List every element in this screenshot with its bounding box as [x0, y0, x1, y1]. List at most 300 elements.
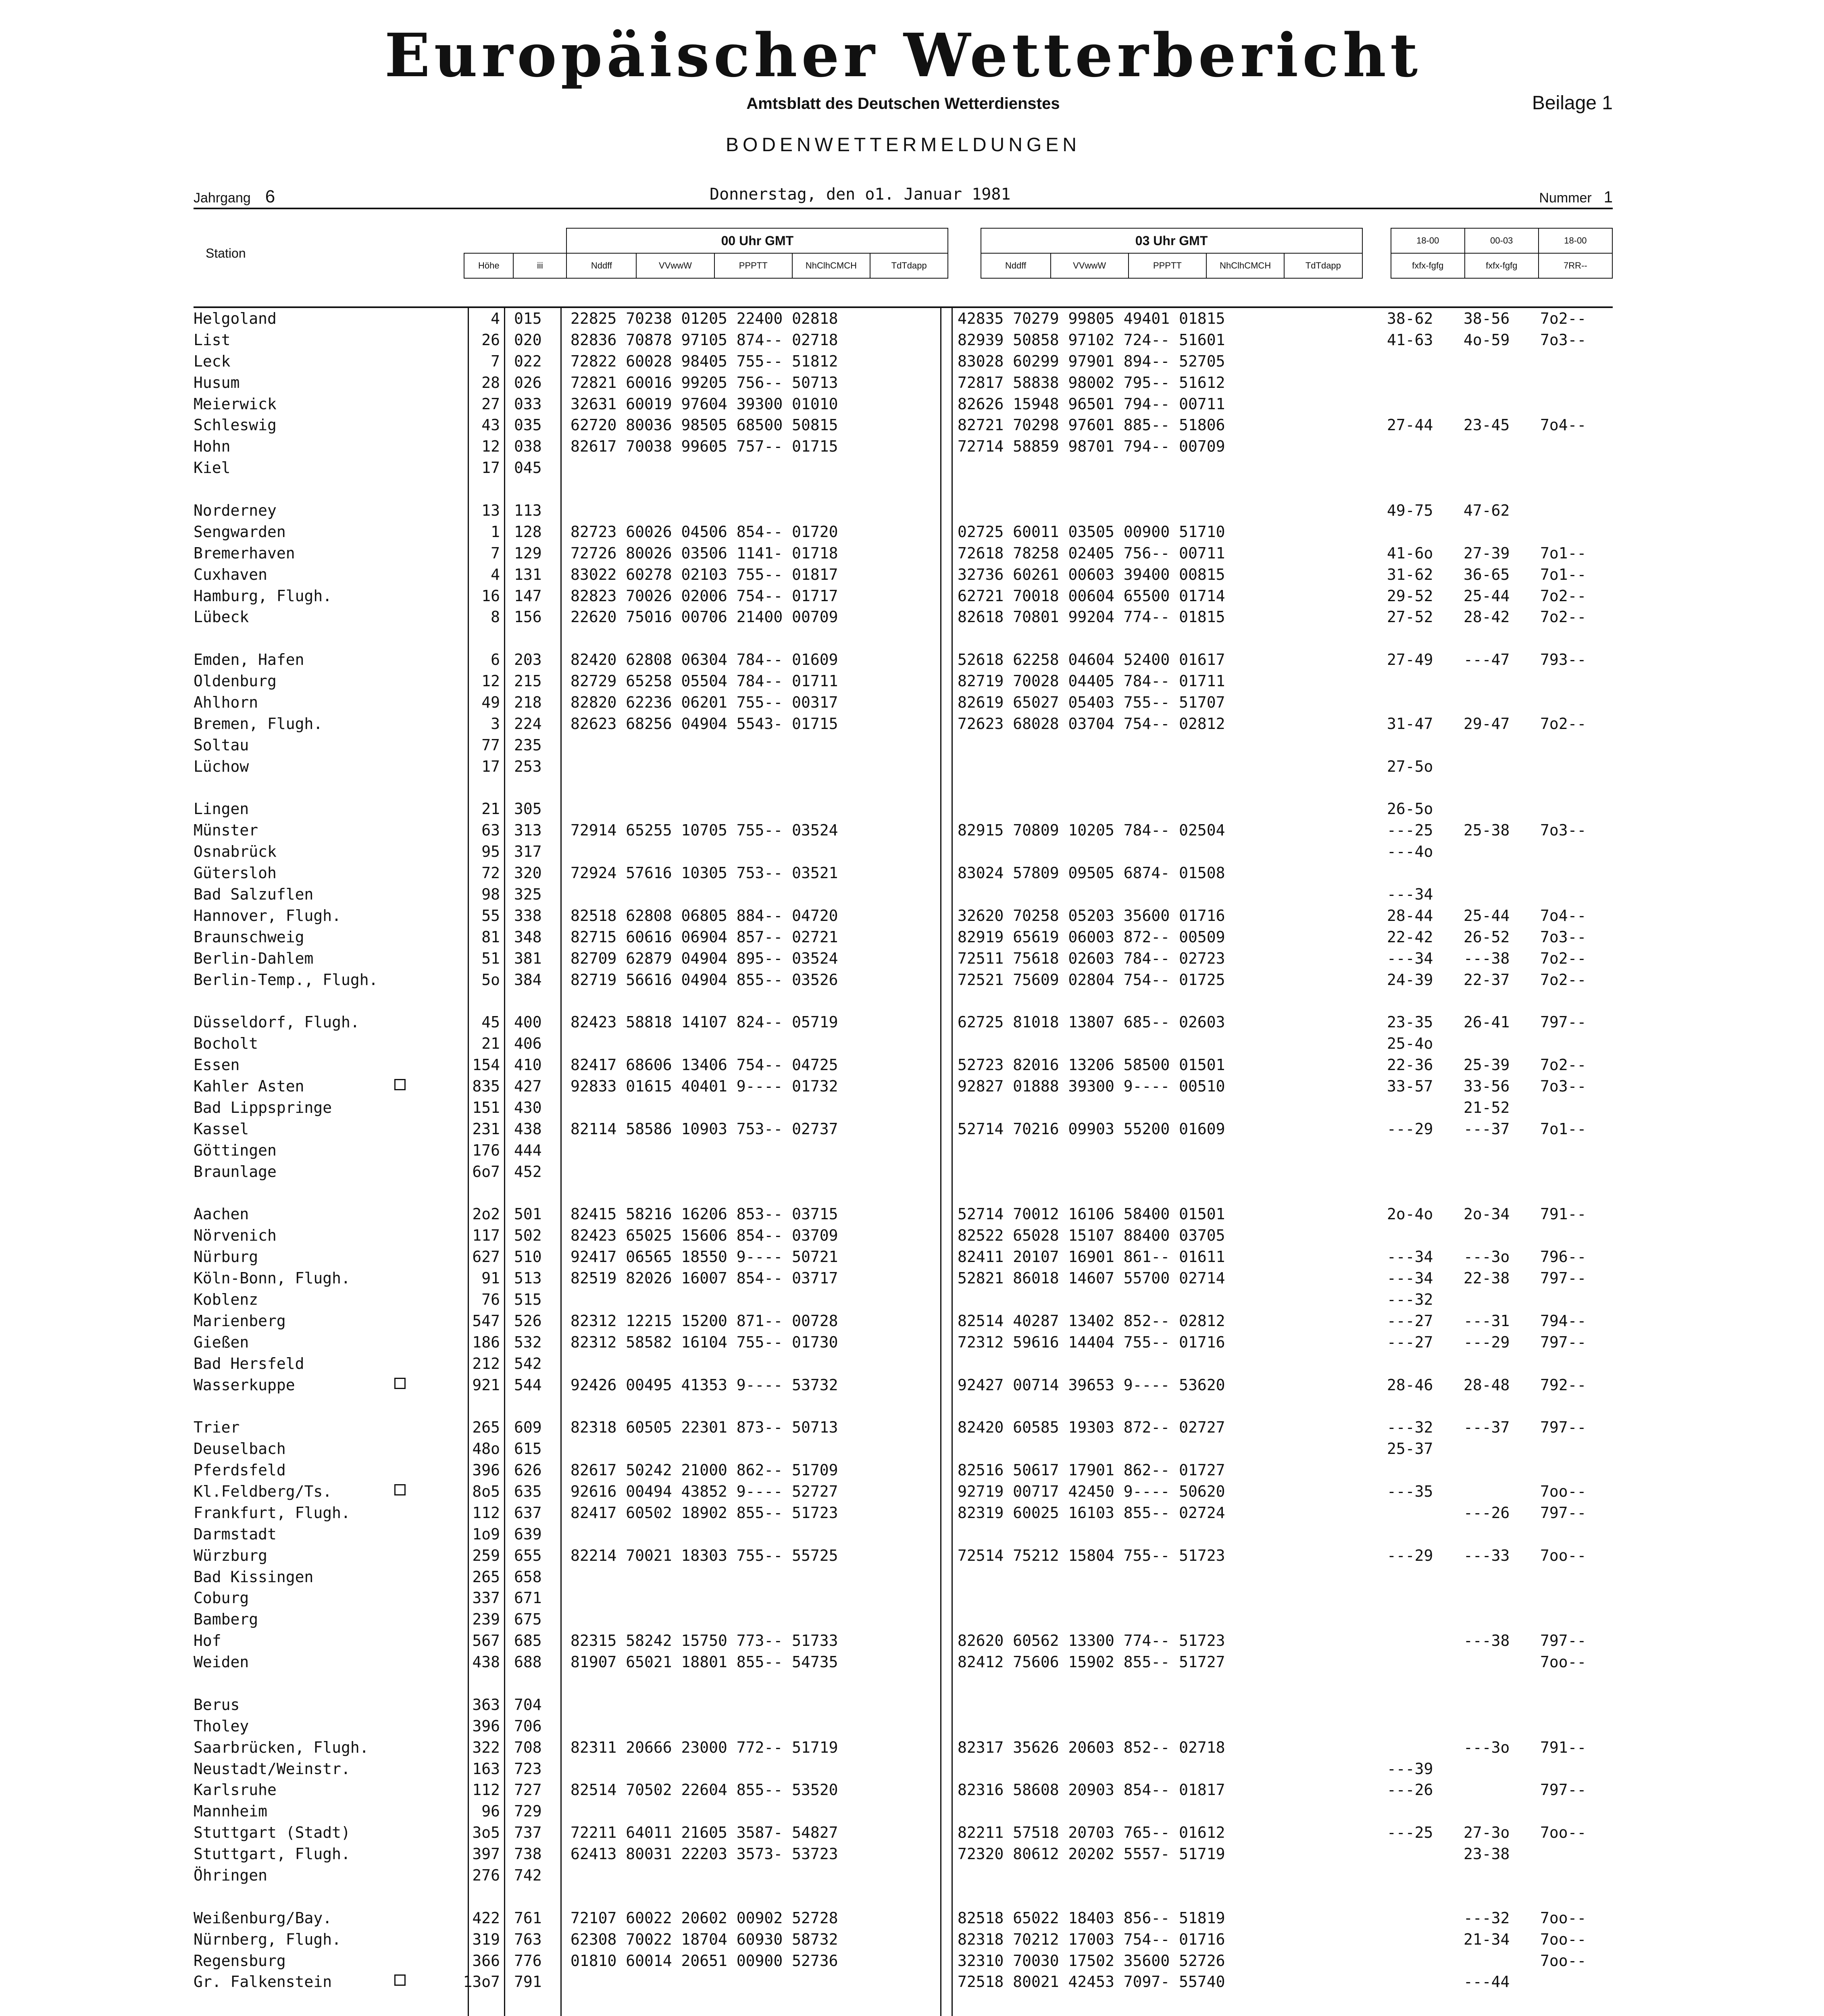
station-height: 63 [481, 821, 500, 839]
table-row [194, 1694, 1613, 1716]
station-name: Cuxhaven [194, 565, 268, 583]
obs-03-utc: 92719 00717 42450 9---- 50620 [958, 1482, 1225, 1500]
e3-bottom-header: 7RR-- [1539, 253, 1612, 278]
gust-18-00: ---32 [1387, 1290, 1433, 1308]
station-number: 015 [514, 310, 542, 327]
table-row [194, 351, 1613, 372]
gust-00-03: ---37 [1464, 1418, 1510, 1437]
station-height: 265 [472, 1568, 500, 1586]
square-icon [394, 1079, 406, 1090]
obs-03-utc: 82620 60562 13300 774-- 51723 [958, 1632, 1225, 1650]
obs-00-utc: 83022 60278 02103 755-- 01817 [571, 565, 838, 583]
station-number: 438 [514, 1120, 542, 1138]
station-number: 038 [514, 437, 542, 456]
station-name: Düsseldorf, Flugh. [194, 1013, 360, 1031]
station-number: 253 [514, 757, 542, 775]
gust-18-00: 23-35 [1387, 1013, 1433, 1031]
station-number: 526 [514, 1312, 542, 1330]
obs-00-utc: 82729 65258 05504 784-- 01711 [571, 672, 838, 690]
table-row [194, 1097, 1613, 1118]
gust-00-03: ---3o [1464, 1738, 1510, 1756]
obs-00-utc: 82514 70502 22604 855-- 53520 [571, 1781, 838, 1799]
station-height: 1 [491, 523, 500, 541]
gust-00-03: 22-38 [1464, 1269, 1510, 1287]
gust-18-00: 41-63 [1387, 331, 1433, 349]
precip-18-00: 797-- [1540, 1781, 1587, 1799]
station-number: 452 [514, 1162, 542, 1181]
obs-00-utc: 62413 80031 22203 3573- 53723 [571, 1845, 838, 1863]
station-height: 363 [472, 1695, 500, 1714]
station-number: 609 [514, 1418, 542, 1437]
table-row [194, 884, 1613, 905]
table-row [194, 1929, 1613, 1950]
station-number: 384 [514, 971, 542, 989]
sub-header: Nddff [981, 253, 1051, 278]
station-name: Kassel [194, 1120, 249, 1138]
station-number: 729 [514, 1802, 542, 1820]
gust-00-03: 4o-59 [1464, 331, 1510, 349]
station-number: 639 [514, 1525, 542, 1543]
station-name: Weiden [194, 1653, 249, 1671]
station-height: 1o9 [472, 1525, 500, 1543]
station-height: 231 [472, 1120, 500, 1138]
obs-03-utc: 32736 60261 00603 39400 00815 [958, 565, 1225, 583]
station-name: Pferdsfeld [194, 1461, 286, 1479]
station-number: 444 [514, 1141, 542, 1159]
observations-table [194, 306, 1613, 2016]
jahrgang-label: Jahrgang [194, 190, 251, 206]
obs-03-utc: 72511 75618 02603 784-- 02723 [958, 949, 1225, 967]
gust-00-03: 23-45 [1464, 416, 1510, 434]
station-number: 738 [514, 1845, 542, 1863]
station-number: 671 [514, 1589, 542, 1607]
table-row [194, 1054, 1613, 1076]
obs-03-utc: 72320 80612 20202 5557- 51719 [958, 1845, 1225, 1863]
station-name: List [194, 331, 231, 349]
gust-18-00: ---34 [1387, 1269, 1433, 1287]
obs-00-utc: 82417 68606 13406 754-- 04725 [571, 1056, 838, 1074]
table-row [194, 948, 1613, 969]
e2-top-header: 00-03 [1465, 228, 1539, 253]
station-name: Hohn [194, 437, 231, 456]
group-spacer [194, 1993, 1613, 2014]
table-row [194, 1225, 1613, 1246]
obs-00-utc: 72211 64011 21605 3587- 54827 [571, 1824, 838, 1842]
gust-18-00: 31-62 [1387, 565, 1433, 583]
gust-00-03: ---38 [1464, 1632, 1510, 1650]
sub-header: PPPTT [714, 253, 792, 278]
station-height: 17 [481, 459, 500, 477]
station-name: Mannheim [194, 1802, 268, 1820]
obs-00-utc: 82114 58586 10903 753-- 02737 [571, 1120, 838, 1138]
station-number: 129 [514, 544, 542, 562]
station-name: Kl.Feldberg/Ts. [194, 1482, 332, 1500]
table-row [194, 1545, 1613, 1566]
table-row [194, 457, 1613, 479]
station-height: 422 [472, 1909, 500, 1927]
station-height: 91 [481, 1269, 500, 1287]
station-height: 212 [472, 1354, 500, 1372]
gust-00-03: 27-39 [1464, 544, 1510, 562]
station-number: 325 [514, 885, 542, 904]
obs-03-utc: 83028 60299 97901 894-- 52705 [958, 352, 1225, 370]
obs-03-utc: 82919 65619 06003 872-- 00509 [958, 928, 1225, 946]
obs-03-utc: 82316 58608 20903 854-- 01817 [958, 1781, 1225, 1799]
gust-00-03: 26-41 [1464, 1013, 1510, 1031]
station-height: 112 [472, 1781, 500, 1799]
e2-bottom-header: fxfx-fgfg [1465, 253, 1539, 278]
station-height: 112 [472, 1504, 500, 1522]
gust-00-03: ---33 [1464, 1546, 1510, 1564]
obs-03-utc: 82721 70298 97601 885-- 51806 [958, 416, 1225, 434]
obs-03-utc: 32620 70258 05203 35600 01716 [958, 906, 1225, 925]
gust-00-03: 38-56 [1464, 310, 1510, 327]
precip-18-00: 7oo-- [1540, 1653, 1587, 1671]
obs-03-utc: 92427 00714 39653 9---- 53620 [958, 1376, 1225, 1394]
group-spacer [194, 628, 1613, 649]
table-row [194, 1822, 1613, 1843]
obs-03-utc: 52714 70012 16106 58400 01501 [958, 1205, 1225, 1223]
station-height: 921 [472, 1376, 500, 1394]
station-height: 98 [481, 885, 500, 904]
station-number: 430 [514, 1098, 542, 1116]
obs-00-utc: 82420 62808 06304 784-- 01609 [571, 651, 838, 669]
gust-00-03: 25-38 [1464, 821, 1510, 839]
station-name: Tholey [194, 1717, 249, 1735]
precip-18-00: 793-- [1540, 651, 1587, 669]
table-row [194, 1630, 1613, 1652]
station-name: Deuselbach [194, 1440, 286, 1458]
obs-03-utc: 72514 75212 15804 755-- 51723 [958, 1546, 1225, 1564]
precip-18-00: 7oo-- [1540, 1824, 1587, 1842]
station-height: 96 [481, 1802, 500, 1820]
obs-03-utc: 82318 70212 17003 754-- 01716 [958, 1930, 1225, 1948]
station-number: 033 [514, 395, 542, 413]
precip-18-00: 791-- [1540, 1205, 1587, 1223]
station-name: Bad Kissingen [194, 1568, 314, 1586]
page-title: Europäischer Wetterbericht [384, 20, 1422, 90]
precip-18-00: 7o2-- [1540, 587, 1587, 605]
station-name: Weißenburg/Bay. [194, 1909, 332, 1927]
station-number: 515 [514, 1290, 542, 1308]
station-height: 438 [472, 1653, 500, 1671]
station-name: Aachen [194, 1205, 249, 1223]
station-height: 77 [481, 736, 500, 754]
gust-18-00: ---27 [1387, 1333, 1433, 1351]
station-number: 235 [514, 736, 542, 754]
gust-18-00: 27-44 [1387, 416, 1433, 434]
gust-18-00: 41-6o [1387, 544, 1433, 562]
station-number: 685 [514, 1632, 542, 1650]
station-number: 045 [514, 459, 542, 477]
station-name: Husum [194, 373, 240, 392]
precip-18-00: 7o1-- [1540, 1120, 1587, 1138]
station-name: Sengwarden [194, 523, 286, 541]
table-row [194, 1375, 1613, 1396]
obs-00-utc: 72914 65255 10705 755-- 03524 [571, 821, 838, 839]
table-row [194, 1033, 1613, 1054]
obs-00-utc: 92833 01615 40401 9---- 01732 [571, 1077, 838, 1095]
table-row [194, 1332, 1613, 1353]
table-row [194, 969, 1613, 991]
obs-00-utc: 82709 62879 04904 895-- 03524 [571, 949, 838, 967]
page-subtitle: Amtsblatt des Deutschen Wetterdienstes [746, 95, 1060, 112]
station-number: 761 [514, 1909, 542, 1927]
station-name: Bad Salzuflen [194, 885, 314, 904]
station-name: Nörvenich [194, 1227, 277, 1245]
station-height: 51 [481, 949, 500, 967]
table-row [194, 1908, 1613, 1929]
station-number: 348 [514, 928, 542, 946]
obs-03-utc: 72521 75609 02804 754-- 01725 [958, 971, 1225, 989]
station-name: Helgoland [194, 310, 277, 327]
station-name: Neustadt/Weinstr. [194, 1760, 350, 1778]
table-row [194, 1779, 1613, 1801]
station-name: Regensburg [194, 1951, 286, 1970]
gust-00-03: 33-56 [1464, 1077, 1510, 1095]
table-row [194, 308, 1613, 329]
obs-00-utc: 82312 58582 16104 755-- 01730 [571, 1333, 838, 1351]
hoehe-header: Höhe [464, 253, 513, 278]
table-row [194, 372, 1613, 394]
obs-00-utc: 82719 56616 04904 855-- 03526 [571, 971, 838, 989]
station-number: 128 [514, 523, 542, 541]
gust-18-00: 25-4o [1387, 1035, 1433, 1053]
obs-00-utc: 82715 60616 06904 857-- 02721 [571, 928, 838, 946]
beilage-label: Beilage 1 [1532, 92, 1613, 114]
group-spacer [194, 1183, 1613, 1204]
station-name: Soltau [194, 736, 249, 754]
obs-03-utc: 82719 70028 04405 784-- 01711 [958, 672, 1225, 690]
station-name: Ahlhorn [194, 694, 258, 712]
precip-18-00: 7oo-- [1540, 1951, 1587, 1970]
station-height: 26 [481, 331, 500, 349]
station-number: 737 [514, 1824, 542, 1842]
station-name: Hamburg, Flugh. [194, 587, 332, 605]
group-spacer [194, 479, 1613, 500]
gust-18-00: ---39 [1387, 1760, 1433, 1778]
obs-03-utc: 72518 80021 42453 7097- 55740 [958, 1973, 1225, 1991]
station-height: 176 [472, 1141, 500, 1159]
station-number: 637 [514, 1504, 542, 1522]
obs-00-utc: 82617 50242 21000 862-- 51709 [571, 1461, 838, 1479]
station-number: 338 [514, 906, 542, 925]
table-row [194, 500, 1613, 521]
table-row [194, 521, 1613, 543]
obs-00-utc: 82312 12215 15200 871-- 00728 [571, 1312, 838, 1330]
station-height: 21 [481, 1035, 500, 1053]
precip-18-00: 797-- [1540, 1333, 1587, 1351]
table-row [194, 1652, 1613, 1673]
gust-00-03: 21-52 [1464, 1098, 1510, 1116]
station-name: Berlin-Dahlem [194, 949, 314, 967]
gust-00-03: 22-37 [1464, 971, 1510, 989]
station-height: 43 [481, 416, 500, 434]
precip-18-00: 7o3-- [1540, 821, 1587, 839]
obs-03-utc: 82514 40287 13402 852-- 02812 [958, 1312, 1225, 1330]
obs-00-utc: 92426 00495 41353 9---- 53732 [571, 1376, 838, 1394]
station-number: 224 [514, 714, 542, 733]
table-row [194, 1566, 1613, 1588]
gust-18-00: 33-57 [1387, 1077, 1433, 1095]
station-name: Münster [194, 821, 258, 839]
obs-03-utc: 82915 70809 10205 784-- 02504 [958, 821, 1225, 839]
group-spacer [194, 1673, 1613, 1694]
obs-03-utc: 82319 60025 16103 855-- 02724 [958, 1504, 1225, 1522]
e1-top-header: 18-00 [1391, 228, 1465, 253]
station-height: 163 [472, 1760, 500, 1778]
obs-00-utc: 82617 70038 99605 757-- 01715 [571, 437, 838, 456]
station-number: 400 [514, 1013, 542, 1031]
obs-03-utc: 52618 62258 04604 52400 01617 [958, 651, 1225, 669]
station-height: 154 [472, 1056, 500, 1074]
station-name: Kiel [194, 459, 231, 477]
station-height: 4 [491, 310, 500, 327]
station-number: 635 [514, 1482, 542, 1500]
obs-03-utc: 72618 78258 02405 756-- 00711 [958, 544, 1225, 562]
gust-18-00: 22-42 [1387, 928, 1433, 946]
table-row [194, 671, 1613, 692]
station-number: 655 [514, 1546, 542, 1564]
obs-03-utc: 82516 50617 17901 862-- 01727 [958, 1461, 1225, 1479]
block-00-header: 00 Uhr GMT [566, 228, 948, 253]
table-row [194, 606, 1613, 628]
obs-00-utc: 82623 68256 04904 5543- 01715 [571, 714, 838, 733]
precip-18-00: 7o2-- [1540, 949, 1587, 967]
obs-03-utc: 82411 20107 16901 861-- 01611 [958, 1248, 1225, 1266]
precip-18-00: 796-- [1540, 1248, 1587, 1266]
precip-18-00: 797-- [1540, 1269, 1587, 1287]
gust-00-03: 25-44 [1464, 587, 1510, 605]
gust-00-03: ---32 [1464, 1909, 1510, 1927]
obs-03-utc: 92827 01888 39300 9---- 00510 [958, 1077, 1225, 1095]
obs-03-utc: 82939 50858 97102 724-- 51601 [958, 331, 1225, 349]
station-name: Saarbrücken, Flugh. [194, 1738, 369, 1756]
obs-00-utc: 62720 80036 98505 68500 50815 [571, 416, 838, 434]
table-row [194, 841, 1613, 862]
station-number: 218 [514, 694, 542, 712]
obs-00-utc: 82723 60026 04506 854-- 01720 [571, 523, 838, 541]
obs-00-utc: 72726 80026 03506 1141- 01718 [571, 544, 838, 562]
station-name: Nürburg [194, 1248, 258, 1266]
gust-00-03: 2o-34 [1464, 1205, 1510, 1223]
station-number: 022 [514, 352, 542, 370]
station-height: 3o5 [472, 1824, 500, 1842]
obs-03-utc: 42835 70279 99805 49401 01815 [958, 310, 1225, 327]
station-number: 776 [514, 1951, 542, 1970]
precip-18-00: 797-- [1540, 1418, 1587, 1437]
station-name: Hof [194, 1632, 221, 1650]
table-row [194, 394, 1613, 415]
table-row [194, 1204, 1613, 1225]
station-name: Berlin-Temp., Flugh. [194, 971, 378, 989]
obs-03-utc: 52723 82016 13206 58500 01501 [958, 1056, 1225, 1074]
station-number: 704 [514, 1695, 542, 1714]
sub-header: NhClhCMCH [1206, 253, 1284, 278]
table-row [194, 1417, 1613, 1438]
obs-00-utc: 82318 60505 22301 873-- 50713 [571, 1418, 838, 1437]
precip-18-00: 7o2-- [1540, 310, 1587, 327]
station-height: 319 [472, 1930, 500, 1948]
station-height: 27 [481, 395, 500, 413]
station-number: 427 [514, 1077, 542, 1095]
table-row [194, 1460, 1613, 1481]
station-height: 7 [491, 544, 500, 562]
station-name: Leck [194, 352, 231, 370]
obs-03-utc: 32310 70030 17502 35600 52726 [958, 1951, 1225, 1970]
station-height: 835 [472, 1077, 500, 1095]
station-height: 28 [481, 373, 500, 392]
station-height: 396 [472, 1717, 500, 1735]
station-name: Darmstadt [194, 1525, 277, 1543]
obs-03-utc: 82518 65022 18403 856-- 51819 [958, 1909, 1225, 1927]
obs-03-utc: 82618 70801 99204 774-- 01815 [958, 608, 1225, 626]
gust-18-00: 25-37 [1387, 1440, 1433, 1458]
gust-00-03: 36-65 [1464, 565, 1510, 583]
obs-00-utc: 01810 60014 20651 00900 52736 [571, 1951, 838, 1970]
station-number: 763 [514, 1930, 542, 1948]
table-row [194, 1758, 1613, 1780]
table-row [194, 735, 1613, 756]
station-height: 49 [481, 694, 500, 712]
station-height: 12 [481, 672, 500, 690]
precip-18-00: 7o2-- [1540, 971, 1587, 989]
obs-03-utc: 52714 70216 09903 55200 01609 [958, 1120, 1225, 1138]
station-height: 337 [472, 1589, 500, 1607]
sub-header: Nddff [566, 253, 636, 278]
station-name: Osnabrück [194, 843, 277, 861]
station-number: 615 [514, 1440, 542, 1458]
obs-03-utc: 82211 57518 20703 765-- 01612 [958, 1824, 1225, 1842]
precip-18-00: 7o3-- [1540, 1077, 1587, 1095]
station-number: 510 [514, 1248, 542, 1266]
table-row [194, 713, 1613, 735]
station-number: 723 [514, 1760, 542, 1778]
table-row [194, 414, 1613, 436]
station-name: Lingen [194, 800, 249, 818]
station-name: Bocholt [194, 1035, 258, 1053]
obs-00-utc: 72107 60022 20602 00902 52728 [571, 1909, 838, 1927]
gust-18-00: 24-39 [1387, 971, 1433, 989]
obs-00-utc: 82423 65025 15606 854-- 03709 [571, 1227, 838, 1245]
gust-18-00: 26-5o [1387, 800, 1433, 818]
obs-00-utc: 22620 75016 00706 21400 00709 [571, 608, 838, 626]
table-row [194, 1140, 1613, 1161]
station-name: Gütersloh [194, 864, 277, 882]
station-height: 13 [481, 502, 500, 520]
station-name: Karlsruhe [194, 1781, 277, 1799]
obs-03-utc: 82626 15948 96501 794-- 00711 [958, 395, 1225, 413]
obs-00-utc: 32631 60019 97604 39300 01010 [571, 395, 838, 413]
obs-03-utc: 72623 68028 03704 754-- 02812 [958, 714, 1225, 733]
station-number: 727 [514, 1781, 542, 1799]
obs-03-utc: 82317 35626 20603 852-- 02718 [958, 1738, 1225, 1756]
obs-03-utc: 82522 65028 15107 88400 03705 [958, 1227, 1225, 1245]
table-row [194, 564, 1613, 585]
station-height: 7 [491, 352, 500, 370]
station-height: 72 [481, 864, 500, 882]
gust-18-00: 29-52 [1387, 587, 1433, 605]
precip-18-00: 7o3-- [1540, 928, 1587, 946]
station-height: 151 [472, 1098, 500, 1116]
station-name: Braunschweig [194, 928, 304, 946]
group-spacer [194, 777, 1613, 799]
station-number: 215 [514, 672, 542, 690]
obs-00-utc: 82836 70878 97105 874-- 02718 [571, 331, 838, 349]
station-name: Norderney [194, 502, 277, 520]
station-number: 706 [514, 1717, 542, 1735]
precip-18-00: 797-- [1540, 1013, 1587, 1031]
